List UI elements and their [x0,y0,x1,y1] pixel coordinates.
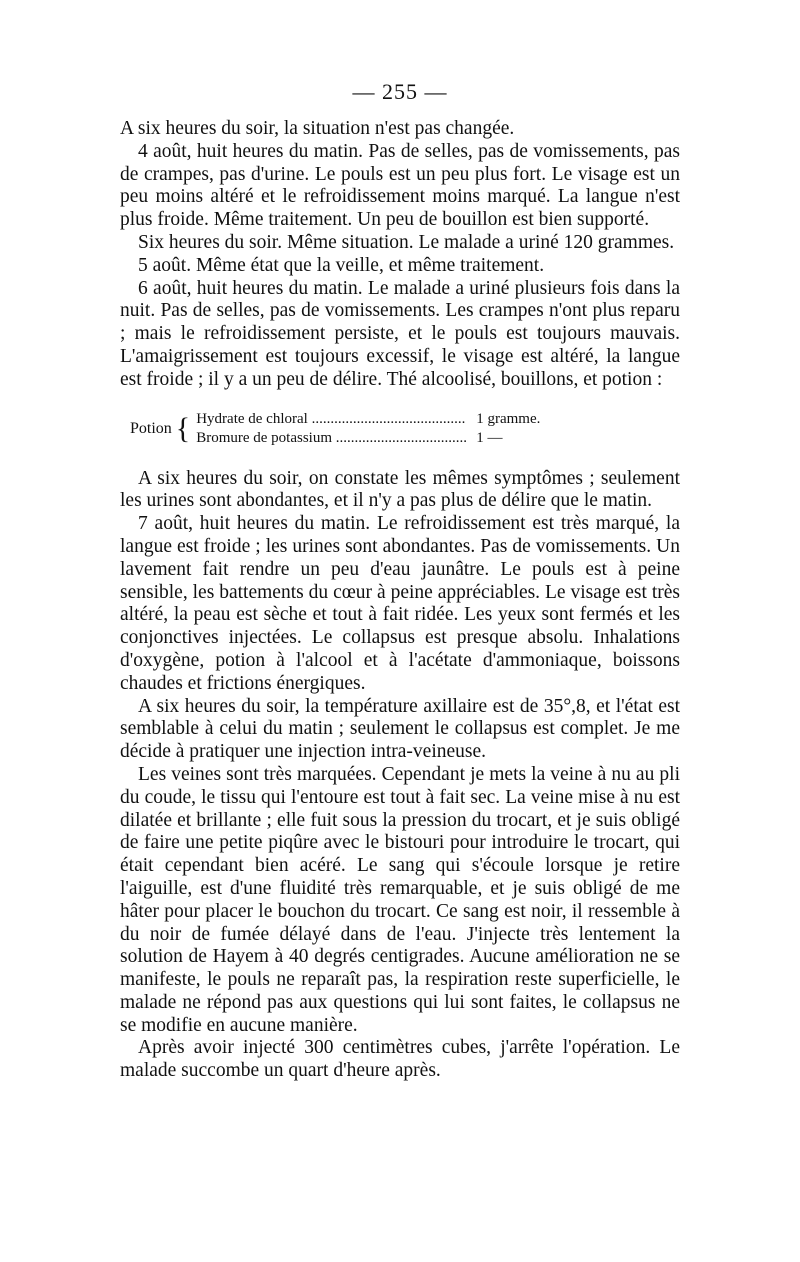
paragraph: Après avoir injecté 300 centimètres cubes, j'arrête l'opération. Le malade succombe un quart d'heure après. [120,1037,680,1082]
potion-ingredient: Bromure de potassium ..... [196,429,466,448]
paragraph: A six heures du soir, on constate les mêmes symptômes ; seulement les urines sont abondantes, et il n'y a pas plus de délire que le matin. [120,467,680,512]
brace-glyph: { [175,411,191,445]
potion-row [196,410,576,429]
page-number: — 255 — [352,79,448,104]
paragraph: Six heures du soir. Même situation. Le malade a uriné 120 grammes. [138,231,675,253]
potion-quantity: 1 — [476,429,503,446]
potion-label: Potion [130,420,172,438]
text-block-before [120,118,680,392]
potion-ingredient: Hydrate de chloral ..... [196,410,466,429]
paragraph: A six heures du soir, la situation n'est pas changée. [120,118,515,139]
paragraph: 5 août. Même état que la veille, et même traitement. [138,254,545,276]
book-page [120,78,680,1083]
paragraph: 4 août, huit heures du matin. Pas de selles, pas de vomissements, pas de crampes, pas d'urine. Le pouls est un peu plus fort. Le visage est un peu moins altéré et le refroidissement moins marqué. La langue n'est plus froide. Même traitement. Un peu de bouillon est bien supporté. [120,140,680,231]
potion-prescription [130,410,680,448]
paragraph: 6 août, huit heures du matin. Le malade a uriné plusieurs fois dans la nuit. Pas de selles, pas de vomissements. Les crampes n'ont plus reparu ; mais le refroidissement persiste, et le pouls est toujours mauvais. L'amaigrissement est toujours excessif, le visage est altéré, la langue est froide ; il y a un peu de délire. Thé alcoolisé, bouillons, et potion : [120,277,680,390]
potion-row [196,429,576,448]
paragraph: 7 août, huit heures du matin. Le refroidissement est très marqué, la langue est froide ; les urines sont abondantes. Pas de vomissements. Un lavement fait rendre un peu d'eau jaunâtre. Le pouls est à peine sensible, les battements du cœur à peine appréciables. Le visage est très altéré, la peau est sèche et tout à fait ridée. Les yeux sont fermés et les conjonctives injectées. Le collapsus est presque absolu. Inhalations d'oxygène, potion à l'alcool et à l'acétate d'ammoniaque, boissons chaudes et frictions énergiques. [120,513,680,694]
text-block-after [120,468,680,1084]
paragraph: Les veines sont très marquées. Cependant je mets la veine à nu au pli du coude, le tissu qui l'entoure est tout à fait sec. La veine mise à nu est dilatée et brillante ; elle fuit sous la pression du trocart, et je suis obligé de faire une petite piqûre avec le bistouri pour introduire le trocart, qui était cependant bien acéré. Le sang qui s'écoule lorsque je retire l'aiguille, est d'une fluidité très remarquable, et je suis obligé de me hâter pour placer le bouchon du trocart. Ce sang est noir, il ressemble à du noir de fumée délayé dans de l'eau. J'injecte très lentement la solution de Hayem à 40 degrés centigrades. Aucune amélioration ne se manifeste, le pouls ne reparaît pas, la respiration reste superficielle, le malade ne répond pas aux questions qui lui sont faites, le collapsus ne se modifie en aucune manière. [120,763,680,1036]
paragraph: A six heures du soir, la température axillaire est de 35°,8, et l'état est semblable à celui du matin ; seulement le collapsus est complet. Je me décide à pratiquer une injection intra-veineuse. [120,695,680,763]
potion-items [196,410,576,448]
potion-quantity: 1 gramme. [476,410,541,427]
